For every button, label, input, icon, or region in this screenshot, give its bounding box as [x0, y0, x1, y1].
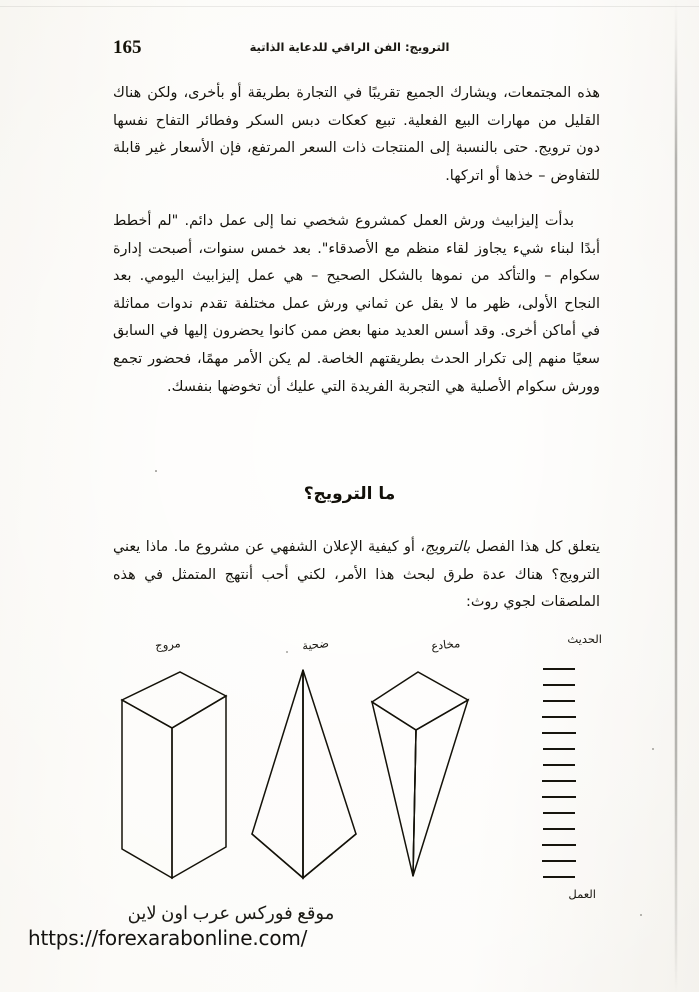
scan-speck: [652, 748, 654, 750]
scale-tick: [543, 684, 575, 686]
scale-tick: [543, 812, 575, 814]
paragraph-three-lead: يتعلق كل هذا الفصل: [470, 539, 600, 555]
paragraph-three-tail: ، أو كيفية الإعلان الشفهي عن مشروع ما. ماذا يعني الترويج؟ هناك عدة طرق لبحث هذا الأمر، لكني أحب أنتهج المتمثل في هذه الملصقات لجوي روث:: [113, 539, 600, 611]
scale-tick: [543, 828, 575, 830]
scale-tick: [542, 716, 576, 718]
scale-tick: [542, 796, 576, 798]
shape-inverted-pyramid: [368, 658, 504, 888]
watermark: [28, 903, 458, 950]
figure-label-promoter: مروج: [153, 636, 181, 653]
scale-tick: [543, 876, 575, 878]
running-head: الترويج: الفن الراقي للدعاية الذاتية: [249, 40, 450, 54]
figure-label-victim: ضحية: [301, 636, 330, 653]
section-heading: ما الترويج؟: [303, 484, 396, 504]
scale-tick: [543, 748, 575, 750]
scale-tick: [543, 668, 575, 670]
scale-tick: [542, 780, 576, 782]
paragraph-three: [113, 534, 600, 617]
scan-speck: [640, 914, 642, 916]
scale-top-label: الحديث: [567, 632, 602, 646]
scale-tick: [542, 732, 576, 734]
page-number: 165: [113, 37, 142, 58]
scan-top-artifact: [0, 6, 699, 7]
paragraph-one: هذه المجتمعات، ويشارك الجميع تقريبًا في التجارة بطريقة أو بأخرى، ولكن هناك القليل من مهارات البيع الفعلية. تبيع كعكات دبس السكر وفطائر التفاح نفسها دون ترويج. حتى بالنسبة إلى المنتجات ذات السعر المرتفع، فإن الأسعار غير قابلة للتفاوض – خذها أو اتركها.: [113, 85, 600, 184]
scale-tick: [543, 764, 575, 766]
figure-three-shapes: [100, 626, 602, 901]
shape-upright-pyramid: [248, 658, 364, 888]
figure-label-deceiver: مخادع: [430, 636, 461, 654]
shape-cuboid: [112, 664, 232, 886]
emphasized-term: بالترويج: [425, 539, 471, 555]
watermark-site-name: موقع فوركس عرب اون لاين: [127, 903, 335, 923]
scale-tick: [542, 860, 576, 862]
paragraph-two: بدأت إليزابيث ورش العمل كمشروع شخصي نما إلى عمل دائم. "لم أخطط أبدًا لبناء شيء يجاوز لقاء منظم مع الأصدقاء". بعد خمس سنوات، أصبحت إدارة سكوام – والتأكد من نموها بالشكل الصحيح – هي عمل إليزابيث اليومي. بعد النجاح الأولى، ظهر ما لا يقل عن ثماني ورش عمل مختلفة تقدم ندوات مماثلة في أماكن أخرى. وقد أسس العديد منها بعض ممن كانوا يحضرون إليها في السابق سعيًا منهم إلى تكرار الحدث بطريقتهم الخاصة. لم يكن الأمر مهمًا، فحضور تجمع وورش سكوام الأصلية هي التجربة الفريدة التي عليك أن تخوضها بنفسك.: [113, 213, 600, 395]
scan-speck: [155, 470, 157, 472]
scale-bottom-label: العمل: [568, 887, 596, 901]
scale-tick: [542, 844, 576, 846]
scale-tick: [543, 700, 575, 702]
watermark-url: https://forexarabonline.com/: [28, 926, 308, 950]
